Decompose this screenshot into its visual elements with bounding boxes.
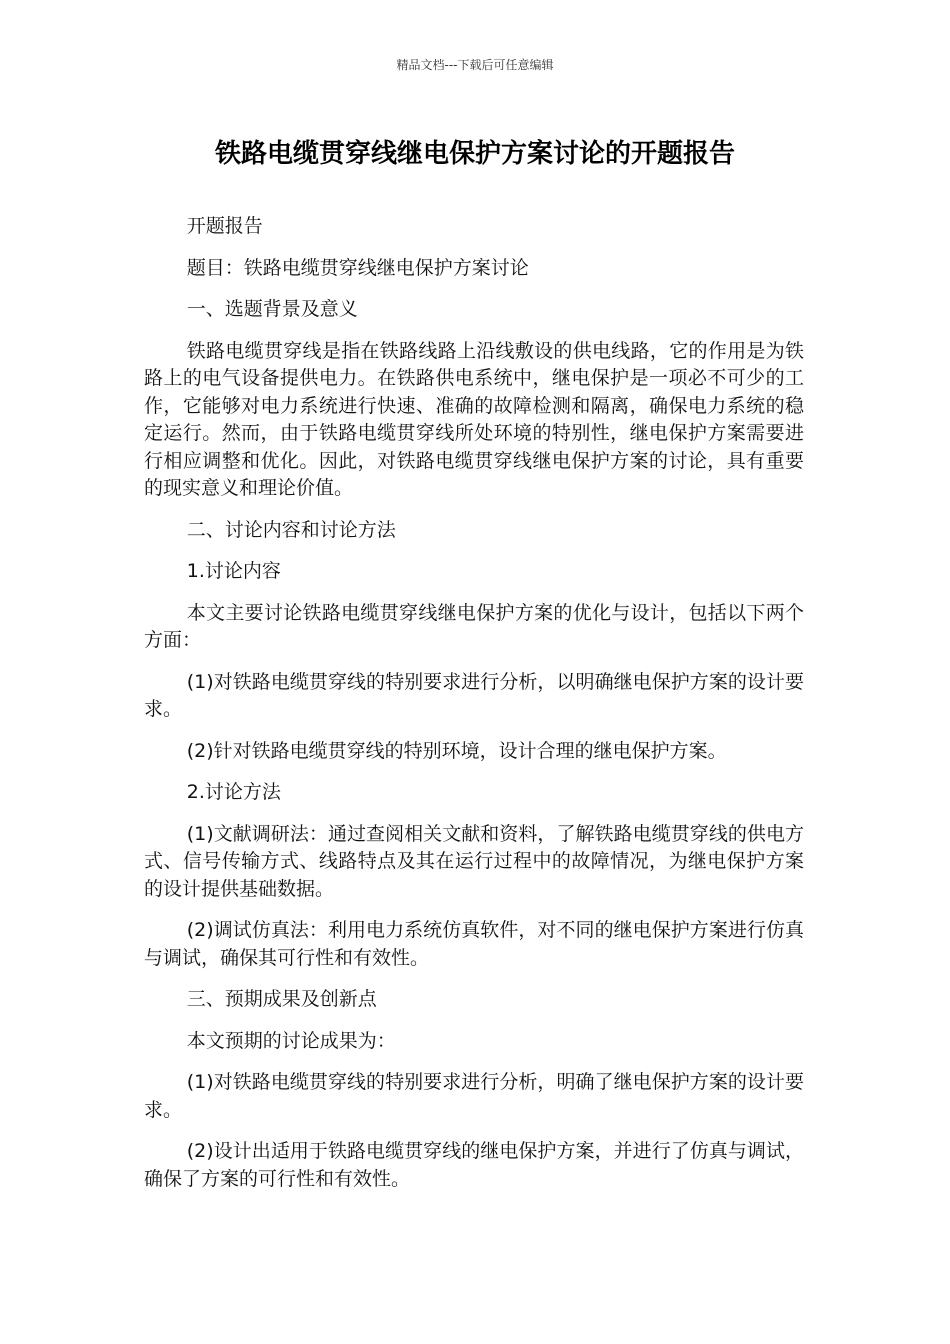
list-item-outcome-1: (1)对铁路电缆贯穿线的特别要求进行分析，明确了继电保护方案的设计要求。 bbox=[144, 1071, 804, 1121]
paragraph-outcomes-intro: 本文预期的讨论成果为： bbox=[186, 1029, 396, 1052]
subheading-content: 1.讨论内容 bbox=[186, 560, 281, 582]
paragraph-report-label: 开题报告 bbox=[186, 215, 263, 237]
subheading-method: 2.讨论方法 bbox=[186, 781, 281, 803]
document-title: 铁路电缆贯穿线继电保护方案讨论的开题报告 bbox=[214, 139, 735, 169]
list-item-method-2: (2)调试仿真法：利用电力系统仿真软件，对不同的继电保护方案进行仿真与调试，确保其可行性和有效性。 bbox=[144, 919, 804, 969]
section-heading-background: 一、选题背景及意义 bbox=[186, 298, 358, 320]
paragraph-content-intro: 本文主要讨论铁路电缆贯穿线继电保护方案的优化与设计，包括以下两个方面： bbox=[144, 601, 804, 651]
section-heading-content-method: 二、讨论内容和讨论方法 bbox=[186, 518, 396, 541]
list-item-outcome-2: (2)设计出适用于铁路电缆贯穿线的继电保护方案，并进行了仿真与调试，确保了方案的可行性和有效性。 bbox=[144, 1140, 804, 1190]
paragraph-topic: 题目：铁路电缆贯穿线继电保护方案讨论 bbox=[186, 256, 529, 279]
list-item-content-2: (2)针对铁路电缆贯穿线的特别环境，设计合理的继电保护方案。 bbox=[186, 739, 727, 762]
paragraph-background: 铁路电缆贯穿线是指在铁路线路上沿线敷设的供电线路，它的作用是为铁路上的电气设备提供电力。在铁路供电系统中，继电保护是一项必不可少的工作，它能够对电力系统进行快速、准确的故障检测和隔离，确保电力系统的稳定运行。然而，由于铁路电缆贯穿线所处环境的特别性，继电保护方案需要进行相应调整和优化。因此，对铁路电缆贯穿线继电保护方案的讨论，具有重要的现实意义和理论价值。 bbox=[144, 339, 804, 499]
section-heading-outcomes: 三、预期成果及创新点 bbox=[186, 988, 377, 1010]
document-body bbox=[144, 213, 804, 1207]
list-item-content-1: (1)对铁路电缆贯穿线的特别要求进行分析，以明确继电保护方案的设计要求。 bbox=[144, 670, 804, 720]
header-note: 精品文档---下载后可任意编辑 bbox=[396, 58, 554, 72]
list-item-method-1: (1)文献调研法：通过查阅相关文献和资料，了解铁路电缆贯穿线的供电方式、信号传输方式、线路特点及其在运行过程中的故障情况，为继电保护方案的设计提供基础数据。 bbox=[144, 822, 804, 900]
